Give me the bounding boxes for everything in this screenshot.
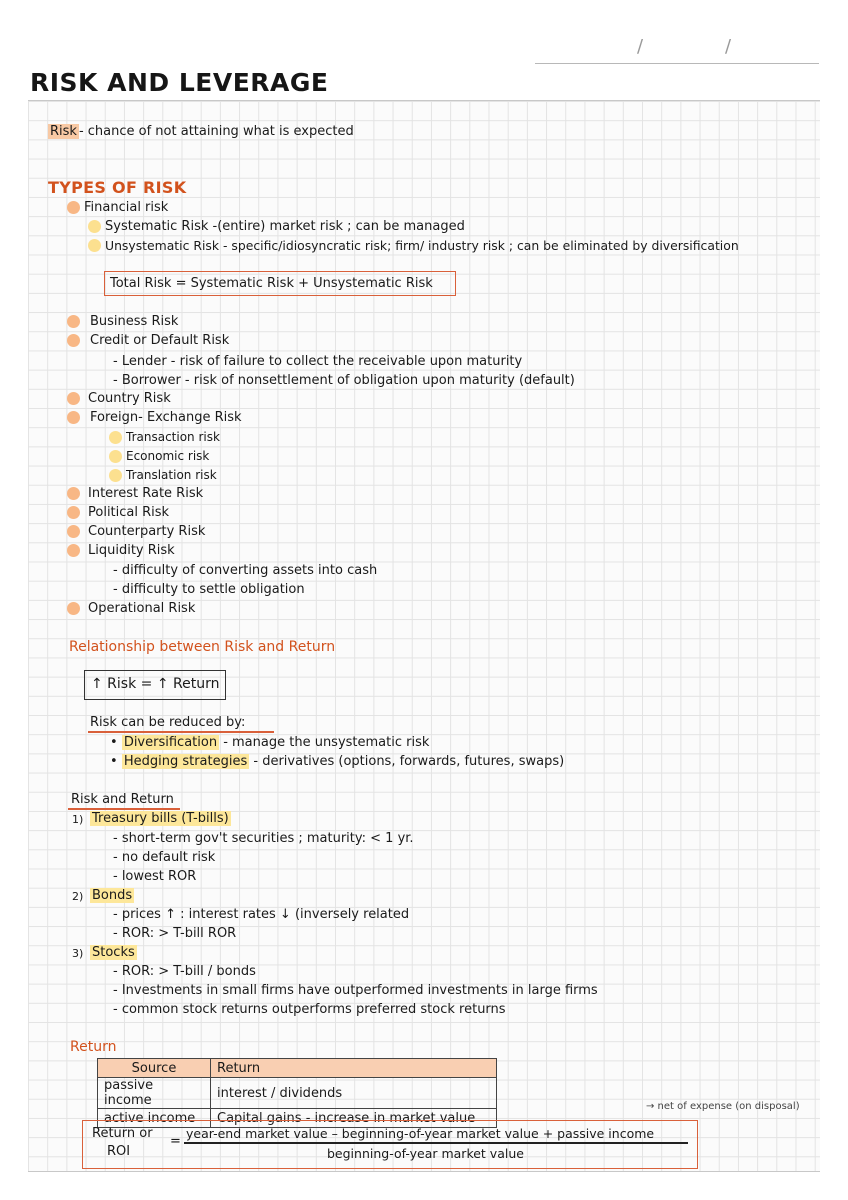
date-line — [535, 63, 819, 64]
diversification-text: - manage the unsystematic risk — [219, 735, 430, 750]
financial-risk-label: Financial risk — [84, 200, 169, 215]
risk-definition — [48, 123, 354, 140]
liquidity-risk-label: Liquidity Risk — [88, 543, 175, 558]
bullet-dot — [109, 431, 122, 444]
date-separator: / — [637, 36, 644, 57]
bullet-dot — [109, 450, 122, 463]
fx-risk-label: Foreign- Exchange Risk — [90, 410, 242, 425]
risk-and-return-heading: Risk and Return — [71, 792, 174, 807]
table-cell: Capital gains - increase in market value — [211, 1109, 497, 1128]
tbills-number: 1) — [72, 813, 84, 826]
bullet-dot — [67, 334, 80, 347]
stocks-number: 3) — [72, 947, 84, 960]
political-risk-label: Political Risk — [88, 505, 170, 520]
bullet-dot — [67, 506, 80, 519]
bullet-dot — [88, 239, 101, 252]
operational-risk-label: Operational Risk — [88, 601, 196, 616]
tbills-item-1: - short-term gov't securities ; maturity: < 1 yr. — [113, 831, 414, 846]
tbills-label — [90, 810, 231, 827]
borrower-risk-text: - Borrower - risk of nonsettlement of obligation upon maturity (default) — [113, 373, 575, 388]
page-title: RISK AND LEVERAGE — [30, 68, 329, 97]
country-risk-label: Country Risk — [88, 391, 171, 406]
roi-numerator: year-end market value – beginning-of-year market value + passive income — [186, 1126, 655, 1141]
bonds-number: 2) — [72, 890, 84, 903]
systematic-risk-text: Systematic Risk -(entire) market risk ; can be managed — [105, 219, 465, 234]
bonds-item-2: - ROR: > T-bill ROR — [113, 926, 237, 941]
stocks-item-1: - ROR: > T-bill / bonds — [113, 964, 256, 979]
tbills-item-3: - lowest ROR — [113, 869, 197, 884]
diversification-item: • Diversification - manage the unsystematic risk — [110, 735, 430, 750]
bullet-dot — [67, 602, 80, 615]
fx-transaction-risk: Transaction risk — [126, 430, 220, 444]
hedging-text: - derivatives (options, forwards, futures, swaps) — [249, 754, 565, 769]
fraction-bar — [184, 1142, 688, 1144]
bullet-dot — [67, 525, 80, 538]
return-heading: Return — [70, 1039, 117, 1055]
table-cell: active income — [98, 1109, 211, 1128]
bullet-dot — [67, 201, 80, 214]
date-separator: / — [725, 36, 732, 57]
fx-economic-risk: Economic risk — [126, 449, 210, 463]
bullet-dot — [67, 544, 80, 557]
bullet-dot — [109, 469, 122, 482]
hedging-item: • Hedging strategies - derivatives (options, forwards, futures, swaps) — [110, 754, 565, 769]
table-header-cell: Source — [98, 1059, 211, 1078]
unsystematic-risk-text: Unsystematic Risk - specific/idiosyncratic risk; firm/ industry risk ; can be eliminated by diversification — [105, 238, 739, 253]
table-cell: passive income — [98, 1078, 211, 1109]
bullet-dot — [88, 220, 101, 233]
bonds-label-text: Bonds — [92, 888, 133, 903]
hedging-term: Hedging strategies — [123, 754, 248, 769]
stocks-item-3: - common stock returns outperforms preferred stock returns — [113, 1002, 506, 1017]
stocks-label — [90, 944, 137, 961]
relationship-heading: Relationship between Risk and Return — [69, 639, 336, 655]
bullet-dot — [67, 392, 80, 405]
interest-rate-risk-label: Interest Rate Risk — [88, 486, 204, 501]
stocks-item-2: - Investments in small firms have outperformed investments in large firms — [113, 983, 598, 998]
return-table — [97, 1058, 497, 1128]
risk-term: Risk — [50, 124, 77, 139]
roi-label-line1: Return or — [92, 1126, 153, 1141]
counterparty-risk-label: Counterparty Risk — [88, 524, 206, 539]
total-risk-formula: Total Risk = Systematic Risk + Unsystematic Risk — [110, 276, 433, 291]
bullet-dot — [67, 315, 80, 328]
tbills-item-2: - no default risk — [113, 850, 216, 865]
business-risk-label: Business Risk — [90, 314, 179, 329]
roi-denominator: beginning-of-year market value — [327, 1146, 524, 1161]
diversification-term: Diversification — [123, 735, 218, 750]
underline — [88, 731, 274, 733]
stocks-label-text: Stocks — [92, 945, 135, 960]
table-row — [98, 1078, 497, 1109]
fx-translation-risk: Translation risk — [126, 468, 217, 482]
roi-label-line2: ROI — [107, 1144, 131, 1159]
bullet-dot — [67, 411, 80, 424]
tbills-label-text: Treasury bills (T-bills) — [92, 811, 229, 826]
bonds-item-1: - prices ↑ : interest rates ↓ (inversely related — [113, 907, 410, 922]
risk-reduction-heading: Risk can be reduced by: — [90, 715, 246, 730]
table-header-cell: Return — [211, 1059, 497, 1078]
bonds-label — [90, 887, 134, 904]
bullet-dot — [67, 487, 80, 500]
net-of-expense-note: → net of expense (on disposal) — [646, 1101, 800, 1112]
table-header-row — [98, 1059, 497, 1078]
lender-risk-text: - Lender - risk of failure to collect the receivable upon maturity — [113, 354, 523, 369]
table-cell: interest / dividends — [211, 1078, 497, 1109]
risk-return-formula: ↑ Risk = ↑ Return — [91, 676, 220, 692]
liquidity-item-2: - difficulty to settle obligation — [113, 582, 305, 597]
types-of-risk-heading: TYPES OF RISK — [48, 178, 187, 197]
roi-equals-sign: = — [170, 1134, 181, 1149]
risk-definition-text: - chance of not attaining what is expected — [78, 124, 354, 139]
liquidity-item-1: - difficulty of converting assets into cash — [113, 563, 378, 578]
credit-risk-label: Credit or Default Risk — [90, 333, 230, 348]
